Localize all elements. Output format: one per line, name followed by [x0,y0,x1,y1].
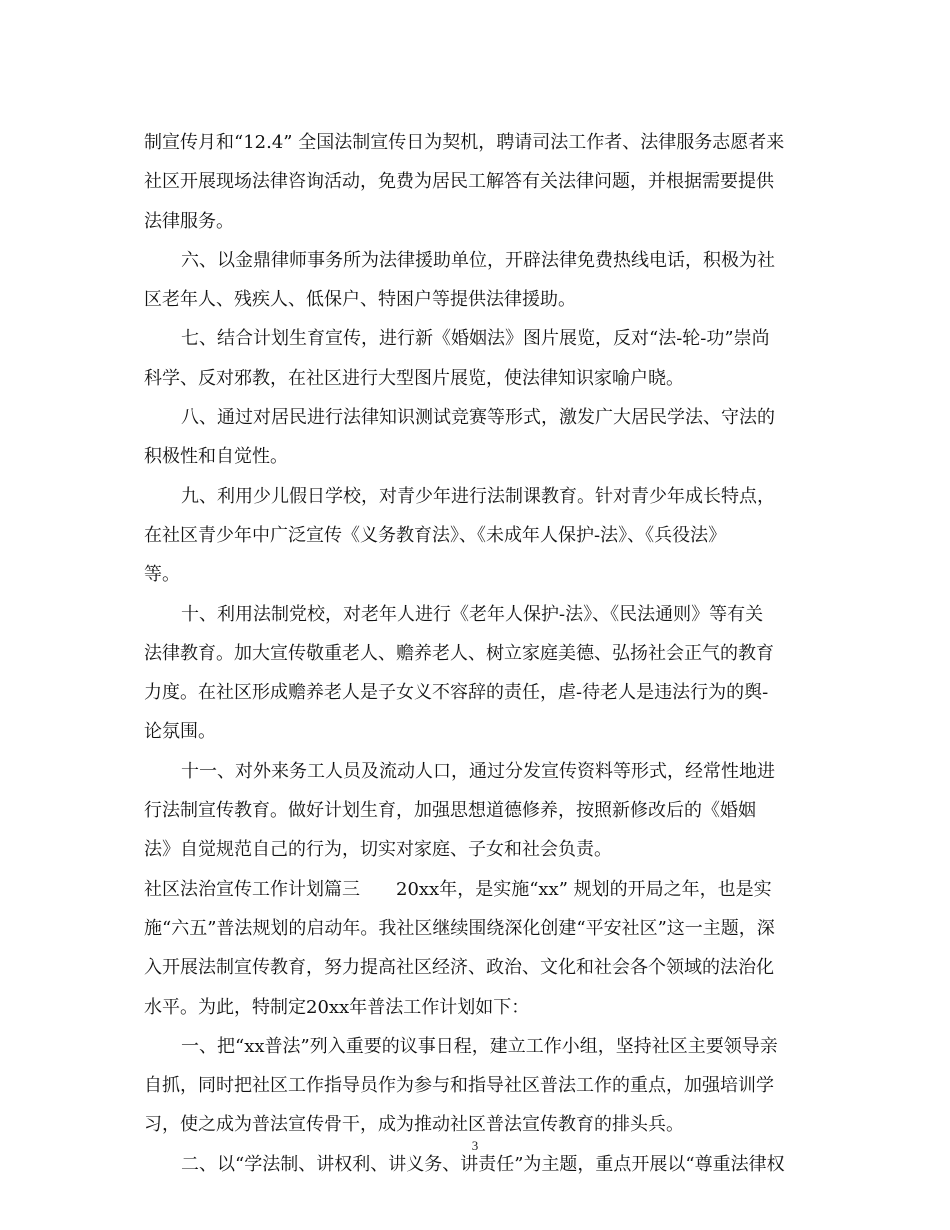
text-line: 区老年人、残疾人、低保户、特困户等提供法律援助。 [144,289,576,311]
text-line: 施“六五”普法规划的启动年。我社区继续围绕深化创建“平安社区”这一主题，深 [144,917,775,939]
text-line: 力度。在社区形成赡养老人是子女义不容辞的责任，虐-待老人是违法行为的舆- [144,682,769,704]
text-line: 九、利用少儿假日学校，对青少年进行法制课教育。针对青少年成长特点， [181,485,775,507]
text-line: 十、利用法制党校，对老年人进行《老年人保护-法》、《民法通则》等有关 [181,603,764,625]
text-line: 制宣传月和“12.4” 全国法制宣传日为契机，聘请司法工作者、法律服务志愿者来 [144,132,785,153]
text-line: 入开展法制宣传教育，努力提高社区经济、政治、文化和社会各个领域的法治化 [144,957,774,979]
text-line: 论氛围。 [144,721,216,743]
page-number: 3 [471,1138,479,1153]
text-line: 法律教育。加大宣传敬重老人、赡养老人、树立家庭美德、弘扬社会正气的教育 [144,642,774,664]
text-line: 二、以“学法制、讲权利、讲义务、讲责任”为主题，重点开展以“尊重法律权 [181,1153,785,1175]
text-line: 科学、反对邪教，在社区进行大型图片展览，使法律知识家喻户晓。 [144,367,684,389]
text-line: 七、结合计划生育宣传，进行新《婚姻法》图片展览，反对“法-轮-功”崇尚 [181,328,770,350]
document-body [144,123,810,1184]
text-line: 六、以金鼎律师事务所为法律援助单位，开辟法律免费热线电话，积极为社 [181,249,775,271]
text-line: 一、把“xx普法”列入重要的议事日程，建立工作小组，坚持社区主要领导亲 [181,1035,778,1057]
text-line: 自抓，同时把社区工作指导员作为参与和指导社区普法工作的重点，加强培训学 [144,1075,774,1097]
text-line: 社区开展现场法律咨询活动，免费为居民工解答有关法律问题，并根据需要提供 [144,171,774,193]
text-line: 习，使之成为普法宣传骨干，成为推动社区普法宣传教育的排头兵。 [144,1114,684,1136]
text-line: 积极性和自觉性。 [144,446,288,468]
text-line: 十一、对外来务工人员及流动人口，通过分发宣传资料等形式，经常性地进 [181,760,775,782]
text-line: 在社区青少年中广泛宣传《义务教育法》、《未成年人保护-法》、《兵役法》 [144,524,727,546]
text-line: 法》自觉规范自己的行为，切实对家庭、子女和社会负责。 [144,839,612,861]
section-heading-line: 社区法治宣传工作计划篇三 20xx年，是实施“xx” 规划的开局之年，也是实 [144,878,772,900]
text-line: 行法制宣传教育。做好计划生育，加强思想道德修养，按照新修改后的《婚姻 [144,800,756,822]
text-line: 八、通过对居民进行法律知识测试竞赛等形式，激发广大居民学法、守法的 [181,407,775,429]
text-line: 等。 [144,564,180,586]
text-line: 水平。为此，特制定20xx年普法工作计划如下： [144,996,530,1018]
text-line: 法律服务。 [144,210,234,232]
